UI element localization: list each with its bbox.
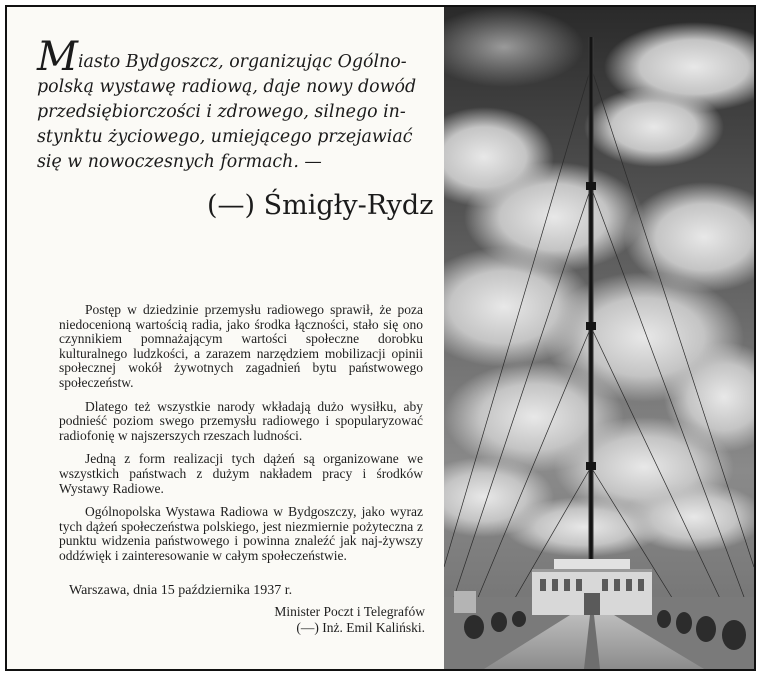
body-paragraph-2: Dlatego też wszystkie narody wkładają dużo wysiłku, aby podnieść poziom swego przemysłu radiowego i spopularyzować radiofonię w najszerszych rzeszach ludności. [59, 398, 423, 443]
radio-mast-photo [444, 7, 754, 669]
quote-line-4: stynktu życiowego, umiejącego przejawiać [37, 127, 413, 147]
quote-line-1-text: iasto Bydgoszcz, organizując Ogólno- [77, 52, 407, 72]
photo-illustration [444, 7, 754, 669]
dateline: Warszawa, dnia 15 października 1937 r. [69, 583, 293, 598]
quote-block [37, 34, 437, 175]
quote-line-3: przedsiębiorczości i zdrowego, silnego in- [37, 102, 406, 122]
body-text [59, 303, 423, 573]
quote-line-1 [37, 34, 437, 80]
quote-dropcap: M [37, 34, 78, 80]
minister-name: (—) Inż. Emil Kaliński. [296, 620, 425, 635]
minister-signature [207, 604, 425, 636]
quote-signature: (—) Śmigły-Rydz [207, 190, 434, 221]
quote-line-5: się w nowoczesnych formach. — [37, 152, 322, 172]
body-paragraph-4: Ogólnopolska Wystawa Radiowa w Bydgoszczy, jako wyraz tych dążeń społeczeństwa polskiego, jest niezmiernie pożyteczna z punktu widzenia państwowego i powinna znaleźć jak naj-żywszy oddźwięk i zainteresowanie w całym społeczeństwie. [59, 504, 423, 563]
minister-title: Minister Poczt i Telegrafów [274, 604, 425, 619]
quote-line-2: polską wystawę radiową, daje nowy dowód [37, 77, 417, 97]
page-frame [5, 5, 756, 671]
text-column [7, 7, 444, 669]
body-paragraph-3: Jedną z form realizacji tych dążeń są organizowane we wszystkich państwach z dużym nakładem pracy i środków Wystawy Radiowe. [59, 451, 423, 496]
body-paragraph-1: Postęp w dziedzinie przemysłu radiowego sprawił, że poza niedocenioną wartością radia, jako środka łączności, stało się ono czynnikiem pomnażającym wartości społeczne dorobku kulturalnego ludzkości, a zarazem narzędziem mobilizacji opinii społecznej wokół żywotnych zagadnień bytu państwowego społeczeństw. [59, 302, 423, 390]
